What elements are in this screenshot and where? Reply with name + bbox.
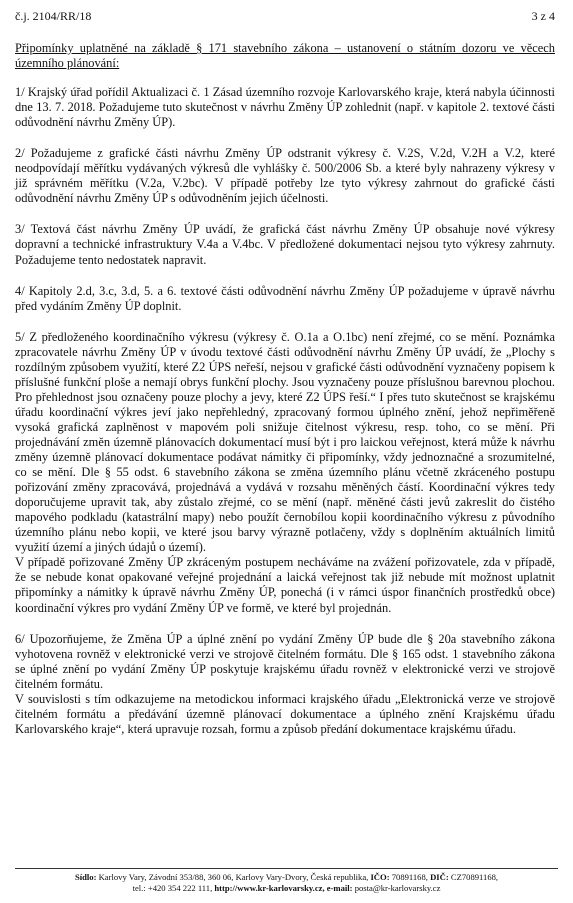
footer-ico-label: IČO:: [370, 872, 390, 882]
footer-website-link[interactable]: http://www.kr-karlovarsky.cz,: [214, 883, 325, 893]
footer-line-2: [0, 883, 573, 894]
section-heading: Připomínky uplatněné na základě § 171 stavebního zákona – ustanovení o státním dozoru ve věcech územního plánování:: [15, 41, 555, 71]
document-reference: č.j. 2104/RR/18: [15, 9, 92, 23]
document-body: [15, 41, 555, 737]
footer-email-label: e-mail:: [326, 883, 353, 893]
footer-dic-label: DIČ:: [430, 872, 449, 882]
paragraph-3: 3/ Textová část návrhu Změny ÚP uvádí, že grafická část návrhu Změny ÚP obsahuje nové výkresy dopravní a technické infrastruktury V.4a a V.4bc. V předložené dokumentaci nejsou tyto výkresy zahrnuty. Požadujeme tento nedostatek napravit.: [15, 222, 555, 267]
paragraph-6-continuation: V souvislosti s tím odkazujeme na metodickou informaci krajského úřadu „Elektronická verze ve strojově čitelném formátu a předávání územně plánovací dokumentace a úplného znění Krajskému úřadu Karlovarského kraje“, která upravuje rozsah, formu a způsob předání dokumentace krajskému úřadu.: [15, 691, 555, 736]
paragraph-6: 6/ Upozorňujeme, že Změna ÚP a úplné znění po vydání Změny ÚP bude dle § 20a stavebního zákona vyhotovena rovněž v elektronické verzi ve strojově čitelném formátu. Dle § 165 odst. 1 stavebního zákona se úplné znění po vydání Změny ÚP poskytuje krajskému úřadu rovněž v elektronické verzi ve strojově čitelném formátu.: [15, 631, 555, 691]
footer-divider: [15, 868, 558, 869]
paragraph-5-continuation: V případě pořizované Změny ÚP zkráceným postupem necháváme na zvážení pořizovatele, zda v případě, že se nebude konat opakované veřejné projednání a laická veřejnost tak již nebude mít možnost uplatnit připomínky a námitky k úpravě návrhu Změny ÚP, ponechá (i v rámci úspor finančních prostředků obce) koordinační výkres pro vydání Změny ÚP ve formě, ve které byl projednán.: [15, 555, 555, 615]
footer-phone: tel.: +420 354 222 111,: [132, 883, 213, 893]
footer-seat-text: Karlovy Vary, Závodní 353/88, 360 06, Karlovy Vary-Dvory, Česká republika,: [98, 872, 369, 882]
paragraph-1: 1/ Krajský úřad pořídil Aktualizaci č. 1 Zásad územního rozvoje Karlovarského kraje, která nabyla účinnosti dne 13. 7. 2018. Požadujeme tuto skutečnost v návrhu Změny ÚP zohlednit (např. v kapitole 2. textové části odůvodnění návrhu Změny ÚP).: [15, 85, 555, 130]
paragraph-4: 4/ Kapitoly 2.d, 3.c, 3.d, 5. a 6. textové části odůvodnění návrhu Změny ÚP požadujeme v úpravě návrhu před vydáním Změny ÚP doplnit.: [15, 283, 555, 313]
paragraph-2: 2/ Požadujeme z grafické části návrhu Změny ÚP odstranit výkresy č. V.2S, V.2d, V.2H a V.2, které neodpovídají měřítku vydávaných výkresů dle vyhlášky č. 500/2006 Sb. a které byly nahrazeny výkresy v již správném měřítku (V.2a, V.2bc). V případě potřeby lze tyto výkresy zahrnout do grafické části odůvodnění návrhu Změny ÚP s odůvodněním jejich účelnosti.: [15, 146, 555, 206]
footer: [0, 872, 573, 894]
footer-email-link[interactable]: posta@kr-karlovarsky.cz: [354, 883, 441, 893]
footer-ico-value: 70891168,: [391, 872, 428, 882]
footer-dic-value: CZ70891168,: [450, 872, 499, 882]
footer-seat-label: Sídlo:: [74, 872, 97, 882]
page-number: 3 z 4: [531, 9, 555, 23]
footer-line-1: [0, 872, 573, 883]
paragraph-5: 5/ Z předloženého koordinačního výkresu (výkresy č. O.1a a O.1bc) není zřejmé, co se mění. Poznámka zpracovatele návrhu Změny ÚP v úvodu textové části odůvodnění návrhu Změny ÚP uvádí, že „Plochy s rozdílným způsobem využití, které Z2 ÚPS neřeší, nejsou v grafické části odůvodnění vyznačeny popisem k příslušné funkční ploše a nemají obrys funkční plochy. Jsou vyznačeny pouze příslušnou barevnou plochou. Pro přehlednost jsou označeny pouze plochy a jevy, které Z2 ÚPS řeší.“ I přes tuto skutečnost se krajskému úřadu koordinační výkres jeví jako nepřehledný, zpracovaný formou úplného znění, jehož nepřiměřeně vysoká grafická zaplněnost v mapovém poli snižuje čitelnost výkresu, resp. toho, co se mění. Při projednávání změn územně plánovacích dokumentací musí být i pro laickou veřejnost, která může k návrhu změny územně plánovací dokumentace podávat námitky či připomínky, vždy jednoznačné a srozumitelné, co se mění. Dle § 55 odst. 6 stavebního zákona se změna územního plánu včetně zkráceného postupu pořizování změny zpracovává, projednává a vydává v rozsahu měněných částí. Koordinační výkres tedy doporučujeme upravit tak, aby zůstalo zřejmé, co se mění (např. měněné části jevů zakreslit do čistého mapového podkladu (katastrální mapy) nebo použít černobílou kopii koordinačního výkresu z původního územního plánu nebo kopii, ve které jsou barvy výrazně potlačeny, vždy s doplněním aktuálních limitů využití území a jiných údajů o území).: [15, 329, 555, 555]
